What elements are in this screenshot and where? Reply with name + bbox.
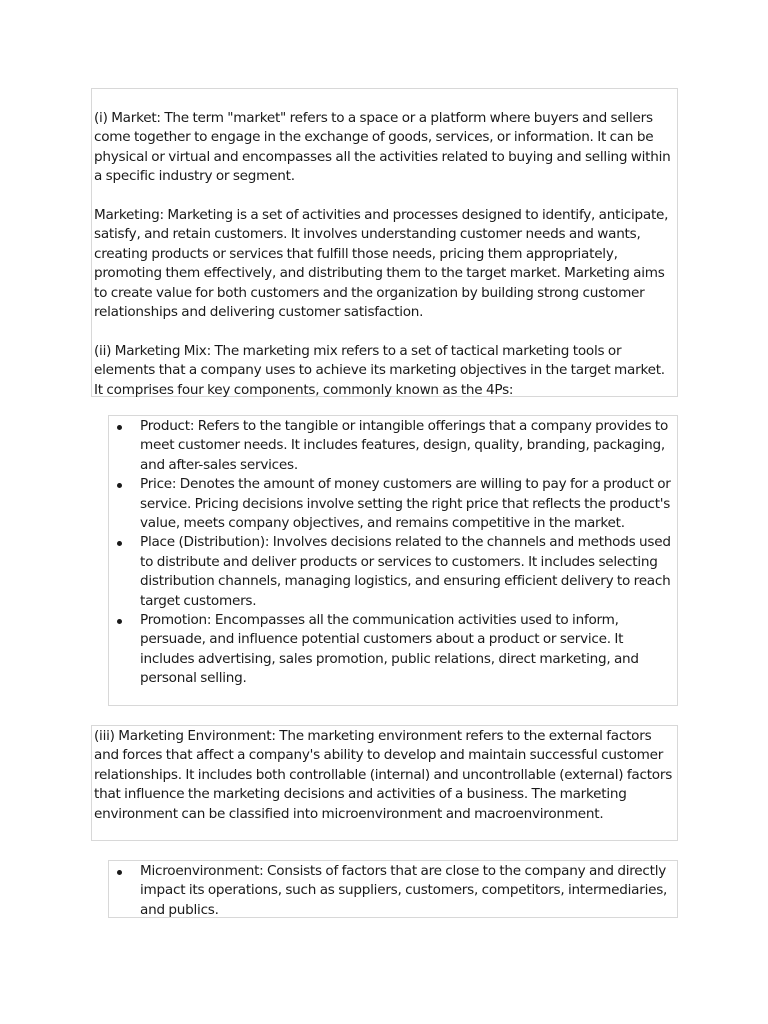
marketing-environment-paragraph: (iii) Marketing Environment: The marketing environment refers to the external factors and forces that affect a company's ability to develop and maintain successful customer relationships. It includes both controllable (internal) and uncontrollable (external) factors that influence the marketing decisions and activities of a business. The marketing environment can be classified into microenvironment and macroenvironment. xyxy=(94,728,673,822)
list-item-promotion xyxy=(109,611,673,689)
bullet-icon xyxy=(117,425,122,430)
bullet-icon xyxy=(117,619,122,624)
marketing-mix-paragraph: (ii) Marketing Mix: The marketing mix refers to a set of tactical marketing tools or elements that a company uses to achieve its marketing objectives in the target market. It comprises four key components, commonly known as the 4Ps: xyxy=(94,342,665,398)
bullet-icon xyxy=(117,870,122,875)
bullet-icon xyxy=(117,483,122,488)
four-ps-list xyxy=(109,417,673,689)
market-definition-paragraph: (i) Market: The term "market" refers to a space or a platform where buyers and sellers come together to engage in the exchange of goods, services, or information. It can be physical or virtual and encompasses all the activities related to buying and selling within a specific industry or segment. xyxy=(94,110,671,185)
list-item-place xyxy=(109,533,673,611)
list-item-product xyxy=(109,417,673,475)
environment-types-list-block xyxy=(108,860,678,918)
list-item-text: Price: Denotes the amount of money customers are willing to pay for a product or service. Pricing decisions involve setting the right price that reflects the product's value, meets company objectives, and remains competitive in the market. xyxy=(140,476,671,532)
list-item-microenvironment xyxy=(109,862,673,920)
paragraph-spacer xyxy=(94,322,673,341)
paragraph-spacer xyxy=(94,187,673,206)
four-ps-list-block xyxy=(108,415,678,706)
list-item-text: Product: Refers to the tangible or intangible offerings that a company provides to meet customer needs. It includes features, design, quality, branding, packaging, and after-sales services. xyxy=(140,418,669,473)
list-item-text: Microenvironment: Consists of factors that are close to the company and directly impact its operations, such as suppliers, customers, competitors, intermediaries, and publics. xyxy=(140,863,668,918)
environment-types-list xyxy=(109,862,673,920)
bullet-icon xyxy=(117,541,122,546)
list-item-text: Promotion: Encompasses all the communication activities used to inform, persuade, and influence potential customers about a product or service. It includes advertising, sales promotion, public relations, direct marketing, and personal selling. xyxy=(140,612,639,687)
list-item-text: Place (Distribution): Involves decisions related to the channels and methods used to distribute and deliver products or services to customers. It includes selecting distribution channels, managing logistics, and ensuring efficient delivery to reach target customers. xyxy=(140,534,671,609)
list-item-price xyxy=(109,475,673,533)
marketing-environment-block xyxy=(91,725,678,841)
definitions-text-block xyxy=(91,88,678,397)
marketing-definition-paragraph: Marketing: Marketing is a set of activities and processes designed to identify, anticipate, satisfy, and retain customers. It involves understanding customer needs and wants, creating products or services that fulfill those needs, pricing them appropriately, promoting them effectively, and distributing them to the target market. Marketing aims to create value for both customers and the organization by building strong customer relationships and delivering customer satisfaction. xyxy=(94,207,669,321)
